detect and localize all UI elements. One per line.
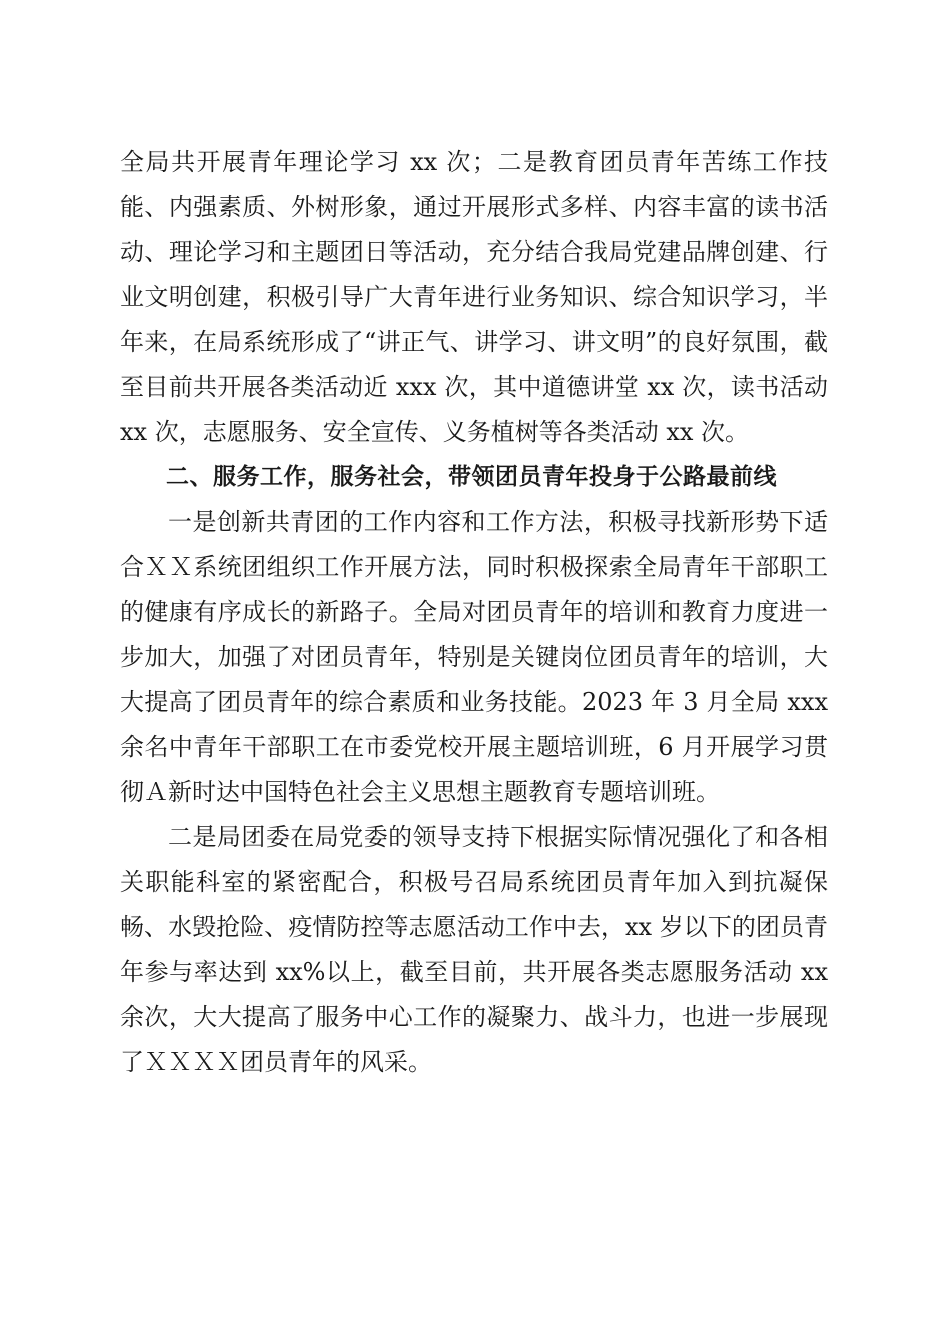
paragraph-2: 一是创新共青团的工作内容和工作方法，积极寻找新形势下适合ＸＸ系统团组织工作开展方法，同时积极探索全局青年干部职工的健康有序成长的新路子。全局对团员青年的培训和教育力度进一步加大，加强了对团员青年，特别是关键岗位团员青年的培训，大大提高了团员青年的综合素质和业务技能。2023 年 3 月全局 xxx 余名中青年干部职工在市委党校开展主题培训班，6 月开展学习贯彻Ａ新时达中国特色社会主义思想主题教育专题培训班。	[120, 508, 828, 806]
paragraph-1: 全局共开展青年理论学习 xx 次；二是教育团员青年苦练工作技能、内强素质、外树形象，通过开展形式多样、内容丰富的读书活动、理论学习和主题团日等活动，充分结合我局党建品牌创建、行业文明创建，积极引导广大青年进行业务知识、综合知识学习，半年来，在局系统形成了“讲正气、讲学习、讲文明”的良好氛围，截至目前共开展各类活动近 xxx 次，其中道德讲堂 xx 次，读书活动 xx 次，志愿服务、安全宣传、义务植树等各类活动 xx 次。	[120, 148, 828, 446]
paragraph-3: 二是局团委在局党委的领导支持下根据实际情况强化了和各相关职能科室的紧密配合，积极号召局系统团员青年加入到抗凝保畅、水毁抢险、疫情防控等志愿活动工作中去，xx 岁以下的团员青年参与率达到 xx%以上，截至目前，共开展各类志愿服务活动 xx 余次，大大提高了服务中心工作的凝聚力、战斗力，也进一步展现了ＸＸＸＸ团员青年的风采。	[120, 823, 828, 1076]
section-heading-2: 二、服务工作，服务社会，带领团员青年投身于公路最前线	[166, 464, 777, 490]
document-body	[120, 140, 828, 1085]
